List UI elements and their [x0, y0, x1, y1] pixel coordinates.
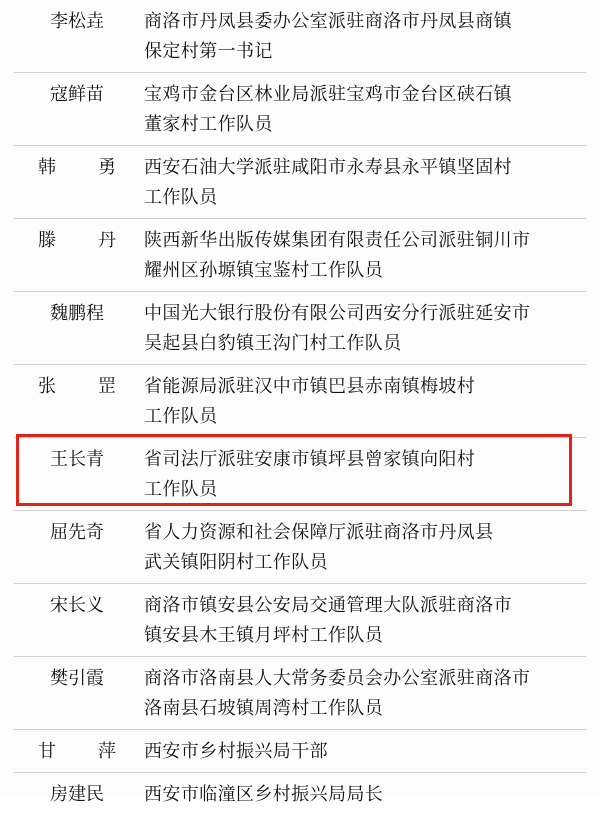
row-name-cell: [14, 146, 136, 219]
table-row-highlighted: [14, 438, 586, 511]
person-name: 滕 丹: [38, 225, 116, 255]
description-line: 董家村工作队员: [144, 109, 580, 139]
row-name-cell: [14, 438, 136, 511]
person-name: 张 罡: [38, 371, 116, 401]
description-line: 西安石油大学派驻咸阳市永寿县永平镇坚固村: [144, 152, 580, 182]
description-line: 商洛市镇安县公安局交通管理大队派驻商洛市: [144, 590, 580, 620]
description-line: 中国光大银行股份有限公司西安分行派驻延安市: [144, 298, 580, 328]
description-line: 宝鸡市金台区林业局派驻宝鸡市金台区硖石镇: [144, 79, 580, 109]
row-name-cell: [14, 365, 136, 438]
row-description-cell: [136, 0, 586, 73]
description-line: 保定村第一书记: [144, 36, 580, 66]
row-description-cell: [136, 773, 586, 815]
description-line: 商洛市丹凤县委办公室派驻商洛市丹凤县商镇: [144, 6, 580, 36]
row-name-cell: [14, 584, 136, 657]
description-line: 商洛市洛南县人大常务委员会办公室派驻商洛市: [144, 663, 580, 693]
description-line: 耀州区孙塬镇宝鉴村工作队员: [144, 255, 580, 285]
person-name: 李松垚: [50, 6, 104, 36]
row-name-cell: [14, 0, 136, 73]
row-name-cell: [14, 73, 136, 146]
description-line: 吴起县白豹镇王沟门村工作队员: [144, 328, 580, 358]
person-name: 韩 勇: [38, 152, 116, 182]
row-name-cell: [14, 730, 136, 773]
row-description-cell: [136, 584, 586, 657]
roster-table-body: [14, 0, 586, 815]
table-row: [14, 773, 586, 815]
row-description-cell: [136, 146, 586, 219]
row-description-cell: [136, 438, 586, 511]
description-line: 省能源局派驻汉中市镇巴县赤南镇梅坡村: [144, 371, 580, 401]
table-row: [14, 365, 586, 438]
person-name: 魏鹏程: [50, 298, 104, 328]
row-description-cell: [136, 219, 586, 292]
row-description-cell: [136, 292, 586, 365]
row-description-cell: [136, 511, 586, 584]
table-row: [14, 146, 586, 219]
row-description-cell: [136, 365, 586, 438]
description-line: 省人力资源和社会保障厅派驻商洛市丹凤县: [144, 517, 580, 547]
table-row: [14, 0, 586, 73]
table-row: [14, 730, 586, 773]
row-name-cell: [14, 511, 136, 584]
description-line: 陕西新华出版传媒集团有限责任公司派驻铜川市: [144, 225, 580, 255]
row-name-cell: [14, 773, 136, 815]
description-line: 镇安县木王镇月坪村工作队员: [144, 620, 580, 650]
table-row: [14, 584, 586, 657]
row-description-cell: [136, 657, 586, 730]
row-name-cell: [14, 219, 136, 292]
description-line: 洛南县石坡镇周湾村工作队员: [144, 693, 580, 723]
description-line: 西安市乡村振兴局干部: [144, 736, 580, 766]
description-line: 工作队员: [144, 401, 580, 431]
person-name: 房建民: [50, 779, 104, 809]
person-name: 樊引霞: [50, 663, 104, 693]
table-row: [14, 219, 586, 292]
person-name: 寇鲜苗: [50, 79, 104, 109]
row-name-cell: [14, 657, 136, 730]
description-line: 工作队员: [144, 182, 580, 212]
table-row: [14, 511, 586, 584]
description-line: 省司法厅派驻安康市镇坪县曾家镇向阳村: [144, 444, 580, 474]
table-row: [14, 73, 586, 146]
person-name: 王长青: [50, 444, 104, 474]
row-description-cell: [136, 730, 586, 773]
row-description-cell: [136, 73, 586, 146]
person-name: 宋长义: [50, 590, 104, 620]
description-line: 西安市临潼区乡村振兴局局长: [144, 779, 580, 809]
roster-table: [14, 0, 586, 815]
table-row: [14, 292, 586, 365]
description-line: 工作队员: [144, 474, 580, 504]
table-row: [14, 657, 586, 730]
description-line: 武关镇阳阴村工作队员: [144, 547, 580, 577]
person-name: 甘 萍: [38, 736, 116, 766]
row-name-cell: [14, 292, 136, 365]
person-name: 屈先奇: [50, 517, 104, 547]
